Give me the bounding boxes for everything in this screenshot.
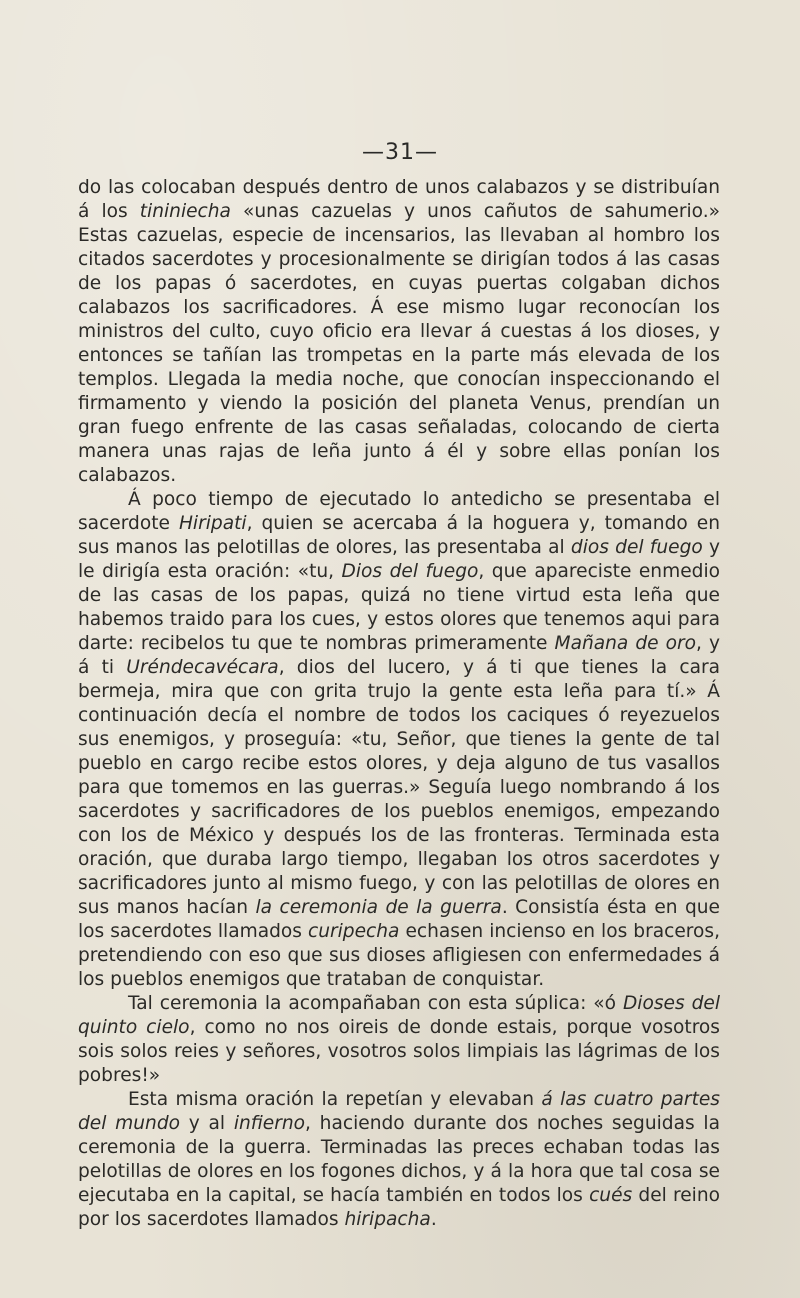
text-run: , y á ti (78, 633, 720, 678)
italic-text: á las cuatro partes del mundo (78, 1089, 720, 1134)
italic-text: Dioses del quinto cielo (78, 993, 720, 1038)
italic-text: dios del fuego (570, 537, 703, 558)
body-text (78, 176, 720, 1232)
paragraph (78, 1088, 720, 1232)
paragraph (78, 176, 720, 488)
text-run: , como no nos oireis de donde estais, porque vosotros sois solos reies y señores, vosotros solos limpiais las lágrimas de los pobres!» (78, 1017, 720, 1086)
italic-text: curipecha (307, 921, 400, 942)
italic-text: Uréndecavécara (126, 657, 279, 678)
page-number: —31— (362, 140, 438, 165)
italic-text: cués (589, 1185, 633, 1206)
text-run: , haciendo durante dos noches seguidas la ceremonia de la guerra. Terminadas las preces echaban todas las pelotillas de olores en los fogones dichos, y á la hora que tal cosa se ejecutaba en la capital, se hacía también en todos los (78, 1113, 720, 1206)
text-run: Á poco tiempo de ejecutado lo antedicho se presentaba el sacerdote (78, 489, 720, 534)
text-run: , quien se acercaba á la hoguera y, tomando en sus manos las pelotillas de olores, las presentaba al (78, 513, 720, 558)
text-run: del reino por los sacerdotes llamados (78, 1185, 720, 1230)
text-run: «unas cazuelas y unos cañutos de sahumerio.» Estas cazuelas, especie de incensarios, las llevaban al hombro los citados sacerdotes y procesionalmente se dirigían todos á las casas de los papas ó sacerdotes, en cuyas puertas colgaban dichos calabazos los sacrificadores. Á ese mismo lugar reconocían los ministros del culto, cuyo oficio era llevar á cuestas á los dioses, y entonces se tañían las trompetas en la parte más elevada de los templos. Llegada la media noche, que conocían inspeccionando el firmamento y viendo la posición del planeta Venus, prendían un gran fuego enfrente de las casas señaladas, colocando de cierta manera unas rajas de leña junto á él y sobre ellas ponían los calabazos. (78, 201, 720, 486)
italic-text: la ceremonia de la guerra (255, 897, 502, 918)
italic-text: hiripacha (344, 1209, 431, 1230)
text-run: Tal ceremonia la acompañaban con esta súplica: «ó (128, 993, 623, 1014)
text-run: y le dirigía esta oración: «tu, (78, 537, 720, 582)
text-run: do las colocaban después dentro de unos calabazos y se distribuían á los (78, 177, 720, 222)
text-run: . (430, 1209, 437, 1230)
text-run: Esta misma oración la repetían y elevaban (128, 1089, 542, 1110)
text-run: echasen incienso en los braceros, pretendiendo con eso que sus dioses afligiesen con enfermedades á los pueblos enemigos que trataban de conquistar. (78, 921, 720, 990)
text-run: y al (180, 1113, 234, 1134)
text-run: , dios del lucero, y á ti que tienes la cara bermeja, mira que con grita trujo la gente esta leña para tí.» Á continuación decía el nombre de todos los caciques ó reyezuelos sus enemigos, y proseguía: «tu, Señor, que tienes la gente de tal pueblo en cargo recibe estos olores, y deja alguno de tus vasallos para que tomemos en las guerras.» Seguía luego nombrando á los sacerdotes y sacrificadores de los pueblos enemigos, empezando con los de México y después los de las fronteras. Terminada esta oración, que duraba largo tiempo, llegaban los otros sacerdotes y sacrificadores junto al mismo fuego, y con las pelotillas de olores en sus manos hacían (78, 657, 721, 918)
italic-text: Mañana de oro (554, 633, 697, 654)
italic-text: Dios del fuego (341, 561, 479, 582)
italic-text: Hiripati (178, 513, 247, 534)
text-run: , que apareciste enmedio de las casas de los papas, quizá no tiene virtud esta leña que habemos traido para los cues, y estos olores que tenemos aqui para darte: recibelos tu que te nombras primeramente (78, 561, 720, 654)
italic-text: tininiecha (139, 201, 231, 222)
text-run: . Consistía ésta en que los sacerdotes llamados (78, 897, 720, 942)
italic-text: infierno (233, 1113, 306, 1134)
paragraph (78, 488, 720, 992)
paragraph (78, 992, 720, 1088)
